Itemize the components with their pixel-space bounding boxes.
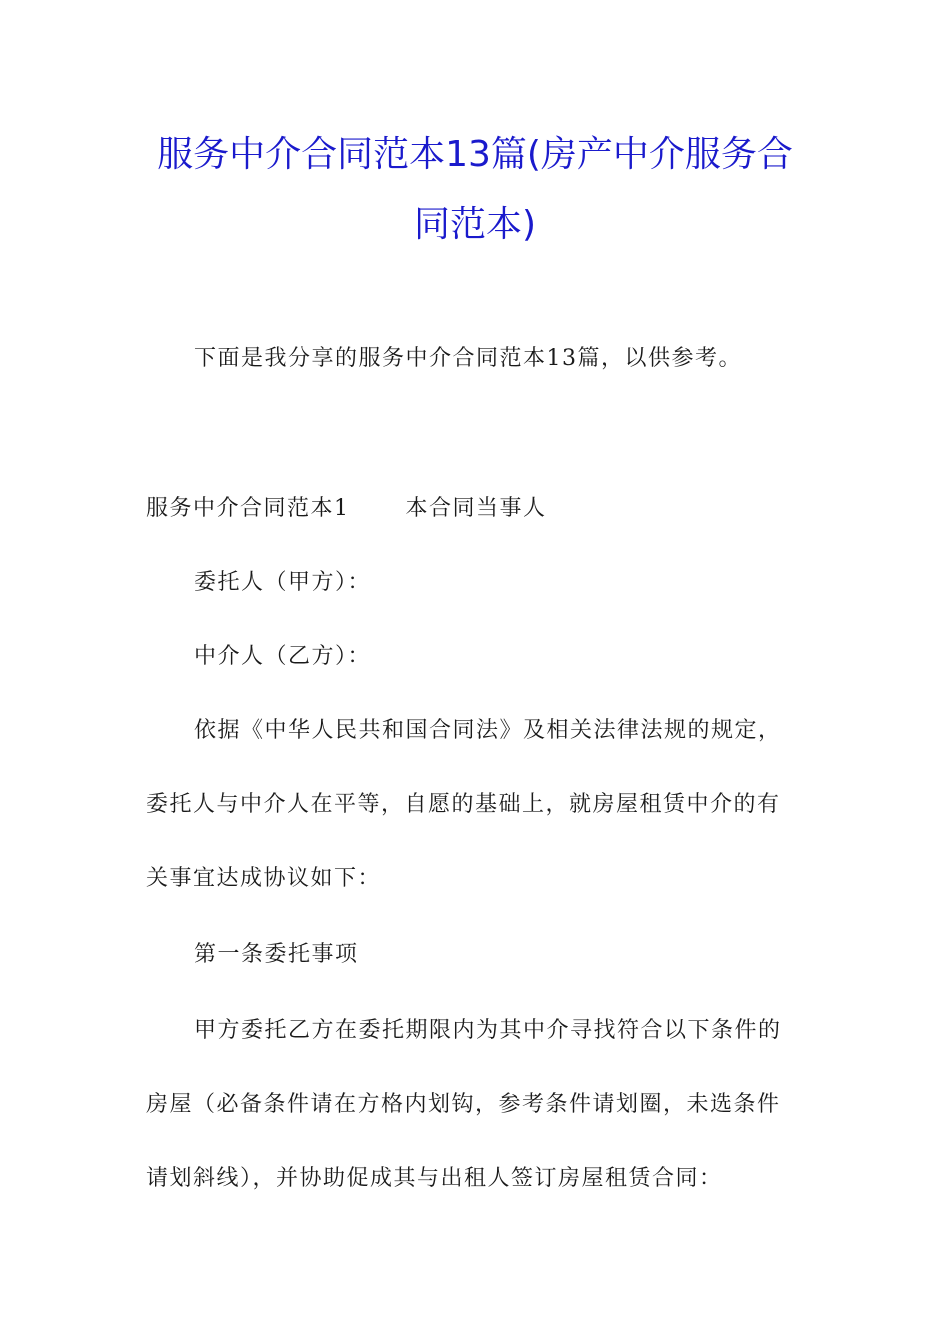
article-1-line-1: 甲方委托乙方在委托期限内为其中介寻找符合以下条件的 <box>194 1018 782 1043</box>
party-b-line: 中介人（乙方）： <box>194 644 372 669</box>
document-title-line-1: 服务中介合同范本13篇(房产中介服务合 <box>157 134 793 175</box>
section-heading: 服务中介合同范本1 <box>146 496 350 521</box>
article-1-line-2: 房屋（必备条件请在方格内划钩，参考条件请划圈，未选条件 <box>146 1092 781 1117</box>
basis-paragraph-line-3: 关事宜达成协议如下： <box>146 866 382 891</box>
basis-paragraph-line-2: 委托人与中介人在平等，自愿的基础上，就房屋租赁中介的有 <box>146 792 781 817</box>
section-subheading: 本合同当事人 <box>405 496 547 521</box>
article-1-line-3: 请划斜线），并协助促成其与出租人签订房屋租赁合同： <box>146 1166 723 1191</box>
intro-paragraph: 下面是我分享的服务中介合同范本13篇，以供参考。 <box>194 346 742 371</box>
section-heading-line <box>146 472 806 546</box>
article-1-title: 第一条委托事项 <box>194 942 359 967</box>
party-a-line: 委托人（甲方）： <box>194 570 372 595</box>
document-title-line-2: 同范本) <box>413 204 537 245</box>
basis-paragraph-line-1: 依据《中华人民共和国合同法》及相关法律法规的规定， <box>194 718 782 743</box>
